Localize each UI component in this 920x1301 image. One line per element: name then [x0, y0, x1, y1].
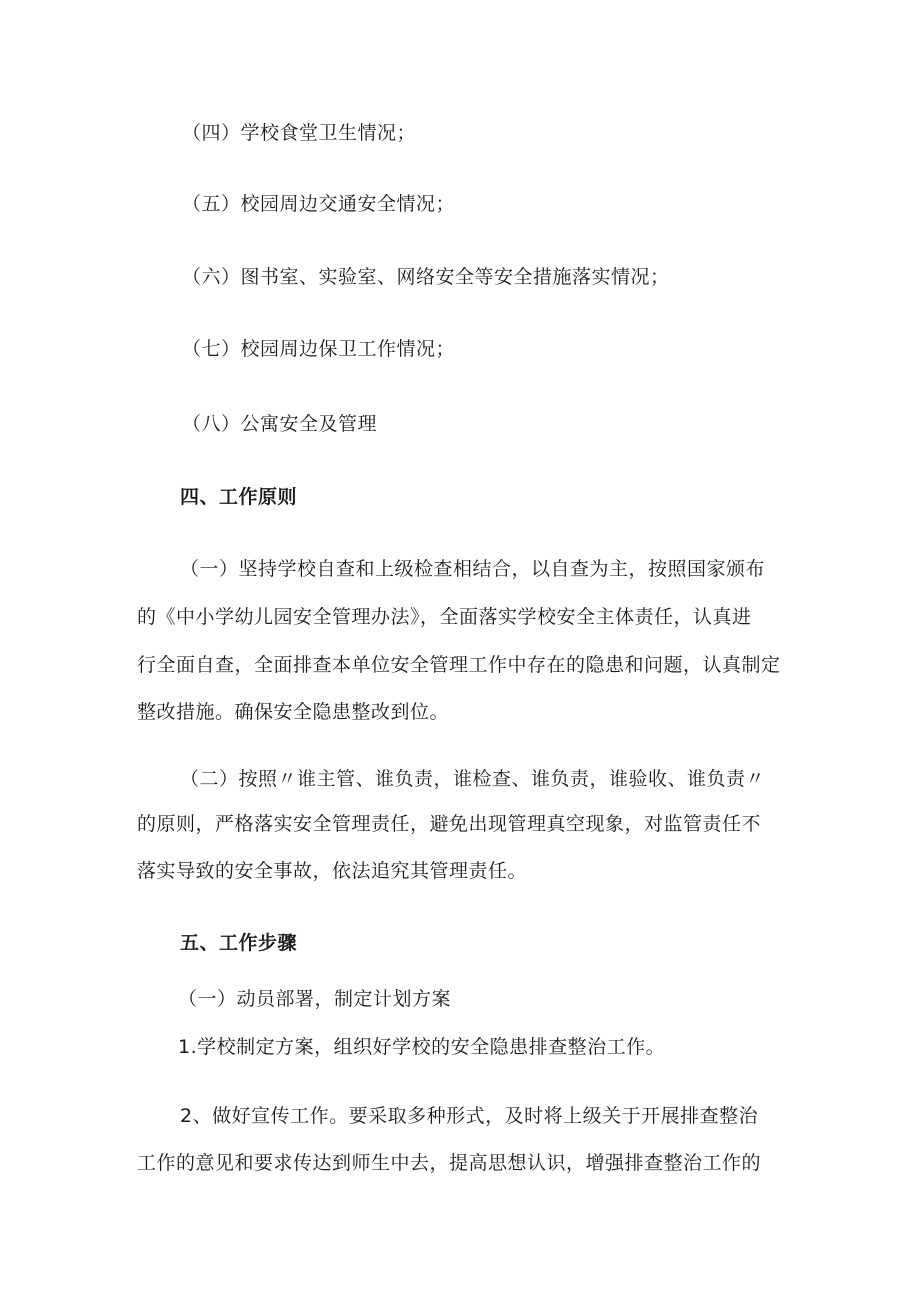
list-item-4: （四）学校食堂卫生情况；: [182, 122, 417, 144]
paragraph-line: （一）坚持学校自查和上级检查相结合，以自查为主，按照国家颁布: [180, 558, 766, 580]
paragraph-line: 2、做好宣传工作。要采取多种形式，及时将上级关于开展排查整治: [180, 1105, 759, 1127]
paragraph-line: 1.学校制定方案，组织好学校的安全隐患排查整治工作。: [178, 1036, 666, 1058]
list-item-5: （五）校园周边交通安全情况；: [182, 193, 456, 215]
paragraph-line: 行全面自查，全面排查本单位安全管理工作中存在的隐患和问题，认真制定: [137, 654, 781, 676]
paragraph-line: 工作的意见和要求传达到师生中去，提高思想认识，增强排查整治工作的: [137, 1152, 762, 1174]
list-item-8: （八）公寓安全及管理: [182, 413, 378, 435]
sub-heading: （一）动员部署，制定计划方案: [178, 988, 452, 1010]
section-heading-steps: 五、工作步骤: [180, 932, 298, 954]
paragraph-line: 的原则，严格落实安全管理责任，避免出现管理真空现象，对监管责任不: [137, 813, 762, 835]
list-item-7: （七）校园周边保卫工作情况；: [182, 338, 456, 360]
paragraph-line: （二）按照〃谁主管、谁负责，谁检查、谁负责，谁验收、谁负责〃: [180, 768, 766, 790]
paragraph-line: 落实导致的安全事故，依法追究其管理责任。: [137, 860, 528, 882]
paragraph-line: 的《中小学幼儿园安全管理办法》，全面落实学校安全主体责任，认真进: [137, 606, 752, 628]
section-heading-principles: 四、工作原则: [180, 486, 298, 508]
paragraph-line: 整改措施。确保安全隐患整改到位。: [137, 701, 450, 723]
list-item-6: （六）图书室、实验室、网络安全等安全措施落实情况；: [182, 266, 670, 288]
